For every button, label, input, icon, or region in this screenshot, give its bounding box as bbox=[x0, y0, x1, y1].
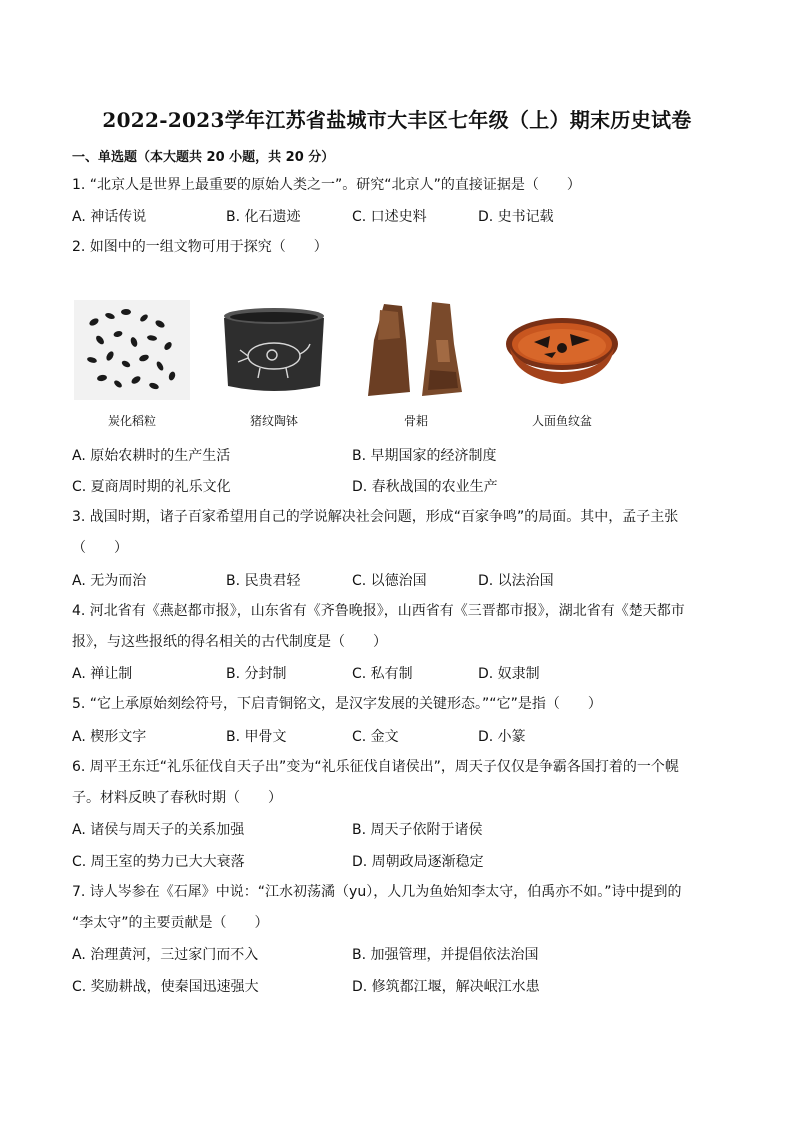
option-b[interactable]: B. 分封制 bbox=[226, 666, 287, 682]
question-6-options-row-2 bbox=[72, 851, 722, 871]
figure-rice bbox=[74, 300, 190, 429]
question-7-stem-line-2: “李太守”的主要贡献是（ ） bbox=[72, 915, 269, 931]
option-b[interactable]: B. 早期国家的经济制度 bbox=[352, 448, 497, 464]
question-6-stem-line-2: 子。材料反映了春秋时期（ ） bbox=[72, 790, 282, 806]
fish-pattern-basin-image bbox=[504, 300, 620, 400]
question-4-stem-line-2: 报》，与这些报纸的得名相关的古代制度是（ ） bbox=[72, 634, 387, 650]
figure-caption: 炭化稻粒 bbox=[107, 414, 156, 428]
option-a[interactable]: A. 无为而治 bbox=[72, 573, 147, 589]
option-a[interactable]: A. 诸侯与周天子的关系加强 bbox=[72, 822, 245, 838]
question-6-options-row-1 bbox=[72, 819, 722, 839]
figure-caption: 猪纹陶钵 bbox=[249, 414, 298, 428]
option-a[interactable]: A. 禅让制 bbox=[72, 666, 133, 682]
carbonized-rice-image bbox=[74, 300, 190, 400]
question-4-stem-line-1: 4. 河北省有《燕赵都市报》，山东省有《齐鲁晚报》，山西省有《三晋都市报》，湖北省有《楚天都市 bbox=[72, 603, 685, 619]
question-1-options bbox=[72, 206, 722, 226]
option-b[interactable]: B. 化石遗迹 bbox=[226, 209, 301, 225]
figure-caption: 人面鱼纹盆 bbox=[531, 414, 592, 428]
option-c[interactable]: C. 奖励耕战，使秦国迅速强大 bbox=[72, 979, 259, 995]
question-1-stem: 1. “北京人是世界上最重要的原始人类之一”。研究“北京人”的直接证据是（ ） bbox=[72, 177, 581, 193]
section-heading: 一、单选题（本大题共 20 小题，共 20 分） bbox=[72, 150, 335, 165]
question-5-stem: 5. “它上承原始刻绘符号，下启青铜铭文，是汉字发展的关键形态。”“它”是指（ ） bbox=[72, 696, 602, 712]
option-d[interactable]: D. 春秋战国的农业生产 bbox=[352, 479, 498, 495]
option-c[interactable]: C. 夏商周时期的礼乐文化 bbox=[72, 479, 231, 495]
question-2-options-row-2 bbox=[72, 476, 722, 496]
option-d[interactable]: D. 周朝政局逐渐稳定 bbox=[352, 854, 484, 870]
option-d[interactable]: D. 史书记载 bbox=[478, 209, 554, 225]
question-7-options-row-2 bbox=[72, 976, 722, 996]
option-d[interactable]: D. 小篆 bbox=[478, 729, 526, 745]
option-b[interactable]: B. 周天子依附于诸侯 bbox=[352, 822, 483, 838]
option-a[interactable]: A. 神话传说 bbox=[72, 209, 147, 225]
question-3-options bbox=[72, 570, 722, 590]
figure-pottery-bowl bbox=[216, 300, 332, 429]
option-a[interactable]: A. 原始农耕时的生产生活 bbox=[72, 448, 231, 464]
figure-fish-basin bbox=[504, 300, 620, 429]
option-b[interactable]: B. 民贵君轻 bbox=[226, 573, 301, 589]
pig-pattern-bowl-image bbox=[216, 300, 332, 400]
question-5-options bbox=[72, 726, 722, 746]
option-a[interactable]: A. 楔形文字 bbox=[72, 729, 147, 745]
bone-spade-image bbox=[358, 300, 474, 400]
option-c[interactable]: C. 私有制 bbox=[352, 666, 413, 682]
option-a[interactable]: A. 治理黄河，三过家门而不入 bbox=[72, 947, 259, 963]
figure-caption: 骨耜 bbox=[403, 414, 428, 428]
option-d[interactable]: D. 奴隶制 bbox=[478, 666, 540, 682]
question-3-stem-line-2: （ ） bbox=[72, 540, 128, 556]
option-d[interactable]: D. 以法治国 bbox=[478, 573, 554, 589]
option-c[interactable]: C. 以德治国 bbox=[352, 573, 427, 589]
question-6-stem-line-1: 6. 周平王东迁“礼乐征伐自天子出”变为“礼乐征伐自诸侯出”，周天子仅仅是争霸各国打着的一个幌 bbox=[72, 759, 679, 775]
question-7-stem-line-1: 7. 诗人岑参在《石犀》中说：“江水初荡潏（yu），人几为鱼始知李太守，伯禹亦不如。”诗中提到的 bbox=[72, 884, 682, 900]
option-b[interactable]: B. 加强管理，并提倡依法治国 bbox=[352, 947, 539, 963]
question-7-options-row-1 bbox=[72, 944, 722, 964]
option-c[interactable]: C. 口述史料 bbox=[352, 209, 427, 225]
option-c[interactable]: C. 金文 bbox=[352, 729, 399, 745]
question-3-stem-line-1: 3. 战国时期，诸子百家希望用自己的学说解决社会问题，形成“百家争鸣”的局面。其中，孟子主张 bbox=[72, 509, 679, 525]
question-2-stem: 2. 如图中的一组文物可用于探究（ ） bbox=[72, 239, 328, 255]
option-c[interactable]: C. 周王室的势力已大大衰落 bbox=[72, 854, 245, 870]
artifact-figures bbox=[70, 300, 630, 430]
exam-title: 2022-2023学年江苏省盐城市大丰区七年级（上）期末历史试卷 bbox=[102, 108, 692, 132]
question-2-options-row-1 bbox=[72, 445, 722, 465]
question-4-options bbox=[72, 663, 722, 683]
figure-bone-spade bbox=[358, 300, 474, 429]
option-b[interactable]: B. 甲骨文 bbox=[226, 729, 287, 745]
option-d[interactable]: D. 修筑都江堰，解决岷江水患 bbox=[352, 979, 540, 995]
